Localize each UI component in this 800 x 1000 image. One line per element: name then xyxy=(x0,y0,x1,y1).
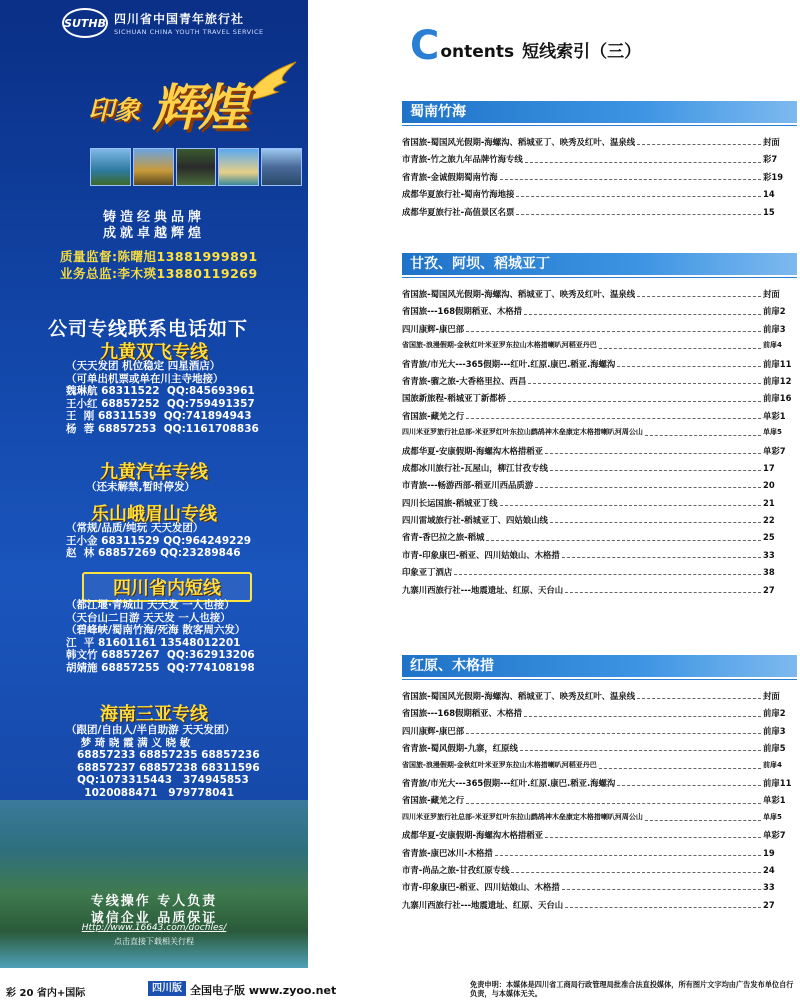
toc-entry-title: 印象亚丁酒店 xyxy=(402,567,453,578)
toc-entry[interactable] xyxy=(402,794,797,811)
toc-leader xyxy=(466,803,761,804)
toc-entry[interactable] xyxy=(402,566,797,583)
toc-entry-title: 省国旅---168假期稻亚、木格措 xyxy=(402,708,523,719)
divider xyxy=(402,125,797,126)
toc-entry-page: 前扉11 xyxy=(763,777,792,788)
toc-leader xyxy=(524,716,761,717)
toc-entry-page: 单彩1 xyxy=(763,410,786,421)
tagline-1: 专线操作 专人负责 xyxy=(90,894,218,909)
route-info: （还未解禁,暂时停发） xyxy=(86,481,195,493)
toc-entry-title: 省国旅-藏羌之行 xyxy=(402,795,465,806)
toc-leader xyxy=(466,733,761,734)
toc-entry[interactable] xyxy=(402,323,797,340)
toc-entry-page: 前扉5 xyxy=(763,743,786,754)
toc-leader xyxy=(495,855,761,856)
toc-entry-page: 14 xyxy=(763,189,775,200)
download-button[interactable]: 点击直接下载相关行程 xyxy=(114,937,194,946)
toc-entry-page: 前扉4 xyxy=(763,760,782,769)
toc-entry[interactable] xyxy=(402,136,797,153)
toc-leader xyxy=(528,383,761,384)
page-number: 彩 20 省内+国际 xyxy=(6,988,86,999)
toc-entry-page: 22 xyxy=(763,515,775,526)
toc-leader xyxy=(508,401,761,402)
toc-leader xyxy=(645,820,761,821)
route-title: 九黄汽车专线 xyxy=(100,462,208,483)
poster-title-small: 印象 xyxy=(88,96,141,126)
section-title: 红原、木格措 xyxy=(402,655,797,677)
toc-entry-page: 单扉5 xyxy=(763,428,782,437)
toc-entry[interactable] xyxy=(402,462,797,479)
toc-entry-title: 市青-印象康巴-稻亚、四川姑娘山、木格措 xyxy=(402,882,560,893)
toc-leader xyxy=(500,505,761,506)
toc-entry-page: 前扉12 xyxy=(763,375,792,386)
toc-entry-title: 省青旅-骝之旅-大香格里拉、西昌 xyxy=(402,375,527,386)
toc-entry-page: 38 xyxy=(763,567,775,578)
toc-entry-page: 20 xyxy=(763,480,775,491)
toc-entry[interactable] xyxy=(402,479,797,496)
route-info: （常规/品质/纯玩 天天发团） 王小金 68311529 QQ:964249229 赵 林 68857269 QQ:23289846 xyxy=(66,522,252,559)
toc-entry-page: 24 xyxy=(763,864,775,875)
toc-leader xyxy=(454,574,761,575)
brand-name-en: SICHUAN CHINA YOUTH TRAVEL SERVICE xyxy=(114,28,264,36)
site-link[interactable]: 全国电子版 www.zyoo.net xyxy=(190,984,337,997)
toc-list xyxy=(402,136,797,223)
toc-entry-page: 21 xyxy=(763,497,775,508)
route-info: （跟团/自由人/半自助游 天天发团） 梦 琦 晓 霞 满 义 晓 敏 68857233 68857235 68857236 68857237 68857238 68311596 QQ:1073315443 374945853 1020088471 979778041 xyxy=(66,724,260,799)
photo-temple xyxy=(133,148,174,186)
toc-leader xyxy=(466,418,761,419)
toc-entry[interactable] xyxy=(402,375,797,392)
website-link[interactable]: Http://www.16643.com/docfiles/ xyxy=(81,923,227,933)
route-title: 四川省内短线 xyxy=(82,572,252,602)
route-title: 九黄双飞专线 xyxy=(100,342,208,363)
toc-entry-title: 九寨川西旅行社---地震遗址、红原、天台山 xyxy=(402,899,564,910)
toc-entry[interactable] xyxy=(402,188,797,205)
toc-entry-title: 省青旅-蜀风假期-九寨，红原线 xyxy=(402,743,518,754)
toc-entry[interactable] xyxy=(402,358,797,375)
toc-entry-title: 成都华夏旅行社-蜀南竹海地接 xyxy=(402,189,515,200)
contact-heading: 公司专线联系电话如下 xyxy=(48,318,249,340)
toc-entry[interactable] xyxy=(402,288,797,305)
toc-entry[interactable] xyxy=(402,153,797,170)
toc-leader xyxy=(516,196,761,197)
toc-leader xyxy=(599,768,761,769)
toc-leader xyxy=(565,592,761,593)
toc-entry[interactable] xyxy=(402,829,797,846)
toc-entry-page: 前扉3 xyxy=(763,725,786,736)
photo-panda xyxy=(176,148,217,186)
toc-entry[interactable] xyxy=(402,171,797,188)
toc-entry-title: 四川米亚罗旅行社总部-米亚罗红叶东拉山鹧鸪神木垒康定木格措喇叭河周公山 xyxy=(402,428,643,437)
toc-leader xyxy=(524,314,761,315)
toc-entry-page: 彩7 xyxy=(763,154,778,165)
wing-icon xyxy=(238,60,298,106)
toc-leader xyxy=(545,837,761,838)
toc-entry[interactable] xyxy=(402,760,797,777)
toc-entry-page: 封面 xyxy=(763,691,780,701)
toc-entry[interactable] xyxy=(402,881,797,898)
contents-header xyxy=(410,23,642,69)
toc-entry-title: 省国旅---168假期稻亚、木格措 xyxy=(402,306,523,317)
toc-entry[interactable] xyxy=(402,206,797,223)
toc-entry-page: 前扉4 xyxy=(763,341,782,350)
toc-entry-title: 成都华夏旅行社-高值景区名票 xyxy=(402,206,515,217)
toc-entry-title: 四川长运国旅-稻城亚丁线 xyxy=(402,497,498,508)
section-title: 蜀南竹海 xyxy=(402,101,797,123)
toc-entry-page: 前扉2 xyxy=(763,306,786,317)
toc-entry[interactable] xyxy=(402,812,797,829)
toc-entry-title: 九寨川西旅行社---地震遗址、红原、天台山 xyxy=(402,584,564,595)
toc-entry-title: 省国旅-浪漫假期-金秋红叶米亚罗东拉山木格措喇叭河稻亚丹巴 xyxy=(402,760,597,769)
toc-entry[interactable] xyxy=(402,725,797,742)
toc-entry-title: 国旅新旅程-稻城亚丁新都桥 xyxy=(402,393,506,404)
toc-entry-title: 四川雷域旅行社-稻城亚丁、四姑娘山线 xyxy=(402,515,548,526)
toc-entry-title: 省青旅/市光大---365假期---红叶.红原.康巴.稻亚.海螺沟 xyxy=(402,358,616,369)
toc-entry[interactable] xyxy=(402,445,797,462)
divider xyxy=(402,277,797,278)
toc-leader xyxy=(565,907,761,908)
toc-entry-title: 市青-印象康巴-稻亚、四川姑娘山、木格措 xyxy=(402,549,560,560)
toc-leader xyxy=(525,162,761,163)
page-footer xyxy=(0,976,800,1000)
toc-leader xyxy=(637,296,761,297)
photo-beach xyxy=(218,148,259,186)
edition-badge: 四川版 xyxy=(148,981,186,996)
toc-entry[interactable] xyxy=(402,305,797,322)
route-title: 海南三亚专线 xyxy=(100,704,208,725)
toc-entry-page: 单彩1 xyxy=(763,795,786,806)
toc-leader xyxy=(466,331,761,332)
route-info: （天天发团 机位稳定 四星酒店） （可单出机票或单在川主寺地接） 魏琳航 68311522 QQ:845693961 王小红 68857252 QQ:759491357 王 刚 68311539 QQ:741894943 杨 蓉 68857253 QQ:1161708836 xyxy=(66,360,259,435)
toc-entry-title: 省国旅-蜀国风光假期-海螺沟、稻城亚丁、映秀及红叶、温泉线 xyxy=(402,289,636,299)
toc-entry-page: 单彩7 xyxy=(763,830,786,841)
toc-entry[interactable] xyxy=(402,707,797,724)
toc-entry[interactable] xyxy=(402,584,797,601)
toc-entry[interactable] xyxy=(402,427,797,444)
toc-entry[interactable] xyxy=(402,847,797,864)
toc-entry[interactable] xyxy=(402,410,797,427)
divider xyxy=(402,679,797,680)
toc-leader xyxy=(562,889,761,890)
toc-leader xyxy=(637,698,761,699)
toc-entry-title: 省国旅-藏羌之行 xyxy=(402,410,465,421)
toc-entry-title: 市青旅-竹之旅九年品牌竹海专线 xyxy=(402,154,523,165)
toc-entry-title: 四川康辉-康巴部 xyxy=(402,323,465,334)
toc-leader xyxy=(562,557,761,558)
toc-entry[interactable] xyxy=(402,690,797,707)
toc-entry-page: 单彩7 xyxy=(763,445,786,456)
poster-panel xyxy=(0,0,308,968)
section-title: 甘孜、阿坝、稻城亚丁 xyxy=(402,253,797,275)
toc-entry-title: 省青旅/市光大---365假期---红叶.红原.康巴.稻亚.海螺沟 xyxy=(402,777,616,788)
toc-leader xyxy=(486,540,761,541)
toc-entry[interactable] xyxy=(402,514,797,531)
toc-entry-page: 27 xyxy=(763,899,775,910)
quality-hotline: 质量监督:陈曙旭13881999891 xyxy=(60,249,258,264)
toc-entry-page: 17 xyxy=(763,462,775,473)
toc-entry-page: 前扉11 xyxy=(763,358,792,369)
toc-entry[interactable] xyxy=(402,497,797,514)
toc-entry-title: 四川米亚罗旅行社总部-米亚罗红叶东拉山鹧鸪神木垒康定木格措喇叭河周公山 xyxy=(402,812,643,821)
toc-entry-page: 19 xyxy=(763,847,775,858)
business-hotline: 业务总监:李木瑛13880119269 xyxy=(60,266,258,281)
toc-entry-title: 市青-尚品之旅-甘孜红原专线 xyxy=(402,864,510,875)
poster-title-big: 辉煌 xyxy=(152,78,244,137)
toc-leader xyxy=(637,144,761,145)
brand-logo-icon: SUTHB xyxy=(62,8,108,38)
toc-entry-page: 27 xyxy=(763,584,775,595)
toc-entry[interactable] xyxy=(402,531,797,548)
toc-entry-page: 封面 xyxy=(763,137,780,147)
toc-entry-title: 省青旅-康巴冰川-木格措 xyxy=(402,847,493,858)
toc-entry-page: 前扉2 xyxy=(763,708,786,719)
toc-leader xyxy=(645,435,761,436)
toc-entry[interactable] xyxy=(402,777,797,794)
toc-leader xyxy=(535,487,761,488)
photo-strip xyxy=(90,148,302,186)
toc-entry[interactable] xyxy=(402,392,797,409)
toc-entry-title: 省青-香巴拉之旅-稻城 xyxy=(402,532,485,543)
toc-entry-page: 单扉5 xyxy=(763,812,782,821)
slogan-2: 成就卓越辉煌 xyxy=(102,226,205,241)
toc-entry-title: 省青旅-金诚假期蜀南竹海 xyxy=(402,171,498,182)
toc-leader xyxy=(617,785,761,786)
contents-subtitle: 短线索引（三） xyxy=(522,42,642,62)
photo-lake xyxy=(90,148,131,186)
toc-entry[interactable] xyxy=(402,549,797,566)
toc-leader xyxy=(599,348,761,349)
toc-entry-title: 成都华夏-安康假期-海螺沟木格措稻亚 xyxy=(402,830,543,841)
poster-title xyxy=(88,60,288,140)
contents-word: ontents xyxy=(440,42,515,62)
toc-entry-title: 省国旅-蜀国风光假期-海螺沟、稻城亚丁、映秀及红叶、温泉线 xyxy=(402,691,636,701)
toc-entry[interactable] xyxy=(402,742,797,759)
toc-leader xyxy=(617,366,761,367)
toc-list xyxy=(402,288,797,601)
toc-entry-title: 四川康辉-康巴部 xyxy=(402,725,465,736)
toc-leader xyxy=(545,453,761,454)
toc-entry-page: 33 xyxy=(763,882,775,893)
toc-leader xyxy=(500,179,761,180)
toc-entry-title: 省国旅-浪漫假期-金秋红叶米亚罗东拉山木格措喇叭河稻亚丹巴 xyxy=(402,341,597,350)
toc-entry-page: 25 xyxy=(763,532,775,543)
toc-entry[interactable] xyxy=(402,340,797,357)
toc-entry-title: 成都冰川旅行社-瓦屋山，柳江甘孜专线 xyxy=(402,462,548,473)
toc-leader xyxy=(520,750,761,751)
toc-entry-title: 市青旅---畅游西部-稻亚川西品质游 xyxy=(402,480,534,491)
toc-entry-title: 省国旅-蜀国风光假期-海螺沟、稻城亚丁、映秀及红叶、温泉线 xyxy=(402,137,636,147)
toc-entry[interactable] xyxy=(402,899,797,916)
photo-mountain xyxy=(261,148,302,186)
brand-name: 四川省中国青年旅行社 xyxy=(114,12,245,26)
toc-leader xyxy=(516,214,761,215)
disclaimer: 免责申明：本媒体是四川省工商局行政管理局批准合法直投媒体，所有图片文字均由广告发布单位自行负责，与本媒体无关。 xyxy=(470,980,794,998)
brand xyxy=(62,8,264,38)
toc-list xyxy=(402,690,797,916)
route-info: （都江堰·青城山 天天发 一人也接） （天台山二日游 天天发 一人也接） （碧峰峡/蜀南竹海/死海 散客周六发） 江 平 81601161 13548012201 韩文竹 68857267 QQ:362913206 胡婧施 68857255 QQ:774108198 xyxy=(66,599,255,674)
toc-entry[interactable] xyxy=(402,864,797,881)
toc-entry-page: 前扉16 xyxy=(763,393,792,404)
toc-leader xyxy=(550,470,761,471)
toc-entry-page: 15 xyxy=(763,206,775,217)
tagline-2: 诚信企业 品质保证 xyxy=(90,911,218,926)
contents-initial: C xyxy=(410,23,440,69)
toc-leader xyxy=(550,522,761,523)
toc-entry-page: 33 xyxy=(763,549,775,560)
toc-entry-page: 封面 xyxy=(763,289,780,299)
slogan-1: 铸造经典品牌 xyxy=(102,210,205,225)
toc-entry-page: 彩19 xyxy=(763,171,784,182)
toc-leader xyxy=(511,872,761,873)
toc-entry-page: 前扉3 xyxy=(763,323,786,334)
toc-entry-title: 成都华夏-安康假期-海螺沟木格措稻亚 xyxy=(402,445,543,456)
route-title: 乐山峨眉山专线 xyxy=(91,504,217,525)
